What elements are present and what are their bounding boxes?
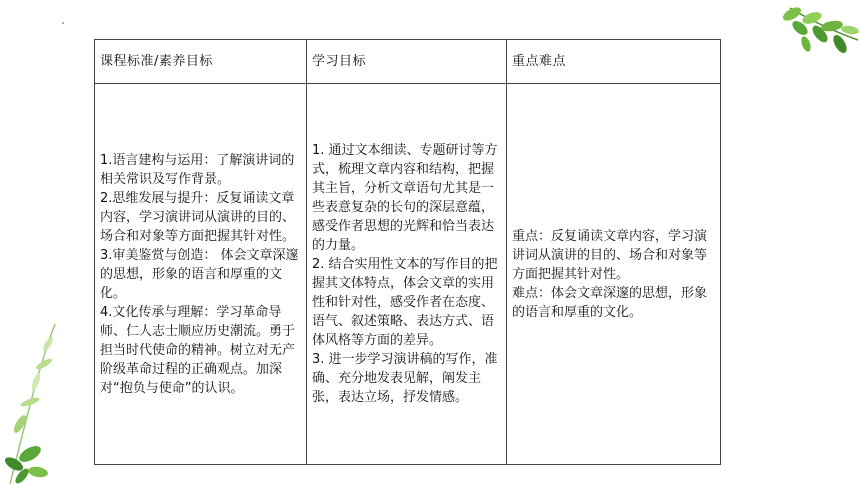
cell-key-points <box>507 84 721 465</box>
corner-dot <box>62 22 64 24</box>
table-header-row <box>95 40 721 84</box>
cell-curriculum-standards <box>95 84 307 465</box>
key-points-text: 重点：反复诵读文章内容，学习演讲词从演讲的目的、场合和对象等方面把握其针对性。 难点：体会文章深邃的思想，形象的语言和厚重的文化。 <box>512 228 708 320</box>
curriculum-standards-text: 1.语言建构与运用：了解演讲词的相关常识及写作背景。 2.思维发展与提升：反复诵读文章内容，学习演讲词从演讲的目的、场合和对象等方面把握其针对性。 3.审美鉴赏与创造： 体会文章深邃的思想，形象的语言和厚重的文化。 4.文化传承与理解：学习革命导师、仁人志士顺应历史潮流。勇于担当时代使命的精神。树立对无产阶级革命过程的正确观点。加深对“抱负与使命”的认识。 <box>100 152 299 396</box>
cell-learning-objectives <box>307 84 507 465</box>
leaf-sprig-top-right-icon <box>770 0 860 70</box>
header-curriculum-standards: 课程标准/素养目标 <box>95 40 307 84</box>
table-row <box>95 84 721 465</box>
leaf-sprig-bottom-left-icon <box>0 324 70 484</box>
header-key-points: 重点难点 <box>507 40 721 84</box>
lesson-objectives-table <box>94 39 721 465</box>
learning-objectives-text: 1. 通过文本细读、专题研讨等方式，梳理文章内容和结构，把握其主旨，分析文章语句尤其是一些表意复杂的长句的深层意蕴，感受作者思想的光辉和恰当表达的力量。 2. 结合实用性文本的写作目的把握其文体特点，体会文章的实用性和针对性，感受作者在态度、语气、叙述策略、表达方式、语体风格等方面的差异。 3. 进一步学习演讲稿的写作，准确、充分地发表见解，阐发主张，表达立场，抒发情感。 <box>312 143 498 405</box>
header-learning-objectives: 学习目标 <box>307 40 507 84</box>
